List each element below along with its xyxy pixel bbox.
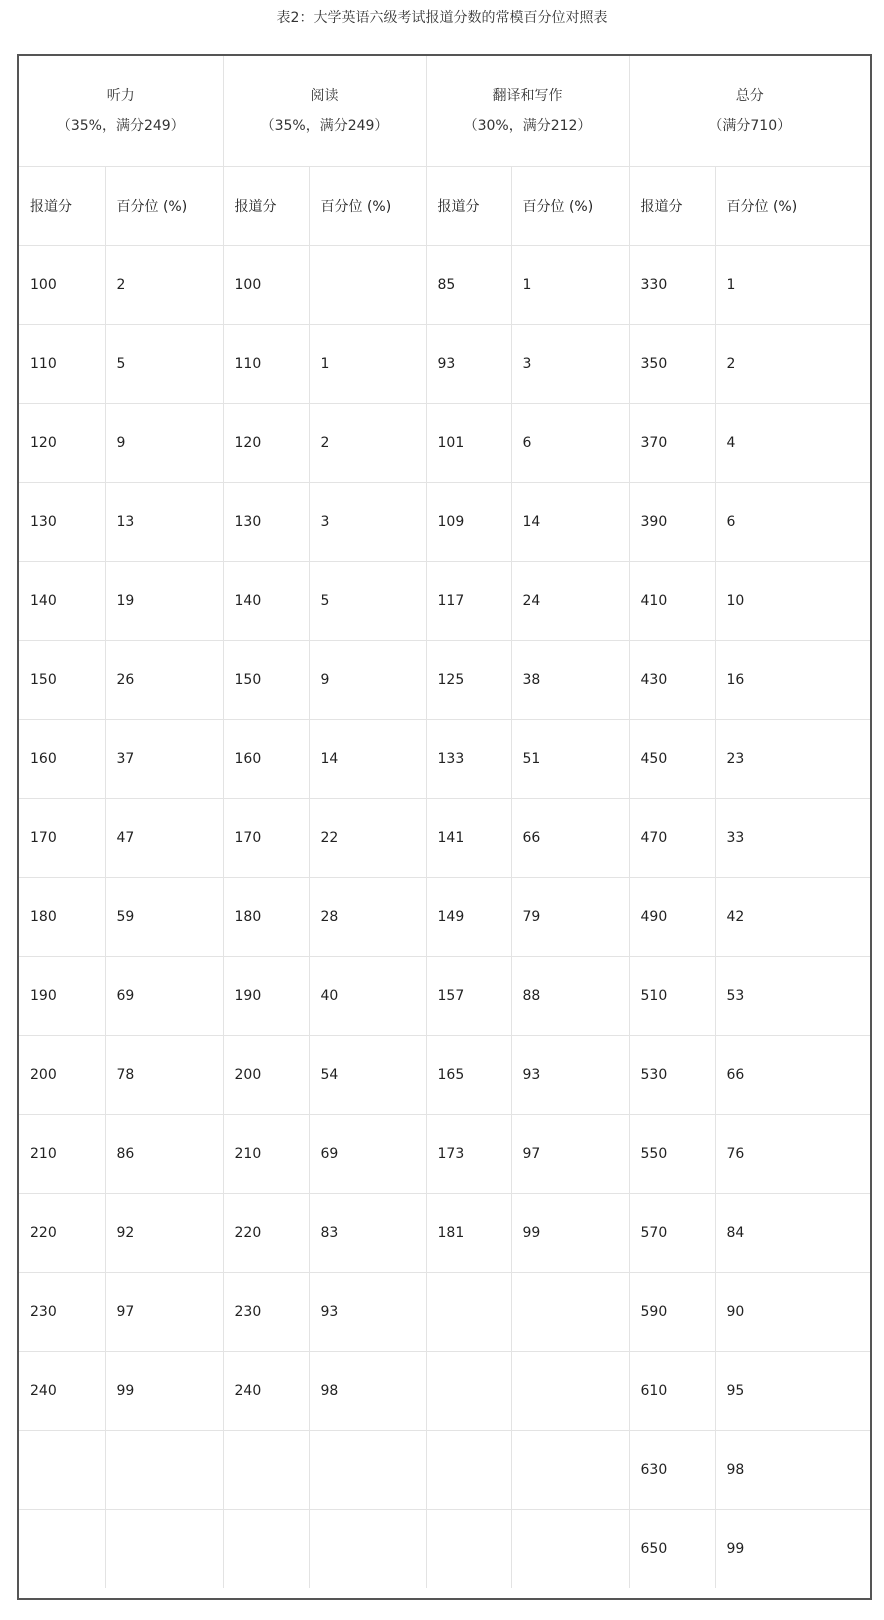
percentile-cell: 1 [715,245,870,324]
table-row [19,403,870,482]
percentile-cell: 5 [309,561,426,640]
reported-score-cell: 125 [426,640,511,719]
group-header-reading [223,56,426,166]
percentile-cell: 2 [105,245,223,324]
reported-score-cell: 100 [223,245,309,324]
table-caption: 表2：大学英语六级考试报道分数的常模百分位对照表 [276,10,608,26]
percentile-cell: 19 [105,561,223,640]
percentile-cell: 99 [105,1351,223,1430]
table-row [19,1430,870,1509]
percentile-cell: 23 [715,719,870,798]
group-weight: （35%，满分249） [260,117,389,134]
percentile-cell: 84 [715,1193,870,1272]
table-row [19,482,870,561]
group-header-total [629,56,870,166]
percentile-cell [309,245,426,324]
reported-score-cell: 650 [629,1509,715,1588]
reported-score-cell: 180 [223,877,309,956]
percentile-cell: 14 [511,482,629,561]
reported-score-cell: 370 [629,403,715,482]
reported-score-cell: 240 [223,1351,309,1430]
percentile-cell: 6 [715,482,870,561]
percentile-cell: 90 [715,1272,870,1351]
group-weight: （满分710） [708,117,792,134]
column-header: 百分位 (%) [511,166,629,245]
reported-score-cell: 141 [426,798,511,877]
reported-score-cell [426,1509,511,1588]
percentile-cell: 26 [105,640,223,719]
percentile-cell: 3 [309,482,426,561]
reported-score-cell: 350 [629,324,715,403]
percentile-cell: 2 [715,324,870,403]
percentile-cell: 1 [511,245,629,324]
reported-score-cell: 133 [426,719,511,798]
reported-score-cell: 220 [19,1193,105,1272]
percentile-cell: 42 [715,877,870,956]
percentile-cell: 51 [511,719,629,798]
percentile-cell: 33 [715,798,870,877]
reported-score-cell: 230 [19,1272,105,1351]
percentile-cell: 9 [105,403,223,482]
table-row [19,324,870,403]
reported-score-cell: 173 [426,1114,511,1193]
table-row [19,245,870,324]
percentile-cell [511,1430,629,1509]
group-name: 翻译和写作 [492,87,563,104]
percentile-cell: 2 [309,403,426,482]
reported-score-cell [426,1272,511,1351]
reported-score-cell: 130 [19,482,105,561]
percentile-cell: 88 [511,956,629,1035]
percentile-cell: 1 [309,324,426,403]
percentile-cell: 13 [105,482,223,561]
reported-score-cell: 210 [19,1114,105,1193]
table-row [19,1193,870,1272]
column-header-row [19,166,870,245]
percentile-cell: 99 [511,1193,629,1272]
reported-score-cell: 570 [629,1193,715,1272]
percentile-cell: 10 [715,561,870,640]
table-row [19,877,870,956]
table-row [19,1351,870,1430]
group-header-translation-writing [426,56,629,166]
reported-score-cell: 120 [223,403,309,482]
table-row [19,956,870,1035]
reported-score-cell [426,1430,511,1509]
column-header: 百分位 (%) [715,166,870,245]
table-row [19,1114,870,1193]
percentile-cell: 78 [105,1035,223,1114]
reported-score-cell: 170 [19,798,105,877]
reported-score-cell: 110 [223,324,309,403]
reported-score-cell [223,1430,309,1509]
reported-score-cell: 210 [223,1114,309,1193]
reported-score-cell: 140 [19,561,105,640]
table-row [19,719,870,798]
reported-score-cell: 610 [629,1351,715,1430]
column-header: 报道分 [19,166,105,245]
percentile-cell: 3 [511,324,629,403]
percentile-cell: 14 [309,719,426,798]
reported-score-cell: 170 [223,798,309,877]
percentile-cell: 95 [715,1351,870,1430]
percentile-cell [105,1509,223,1588]
table-row [19,1272,870,1351]
reported-score-cell: 330 [629,245,715,324]
percentile-cell: 66 [511,798,629,877]
percentile-cell: 97 [511,1114,629,1193]
percentile-cell: 4 [715,403,870,482]
reported-score-cell: 85 [426,245,511,324]
column-header: 百分位 (%) [105,166,223,245]
reported-score-cell: 230 [223,1272,309,1351]
reported-score-cell: 180 [19,877,105,956]
reported-score-cell: 165 [426,1035,511,1114]
table-row [19,1035,870,1114]
reported-score-cell: 190 [19,956,105,1035]
percentile-cell: 83 [309,1193,426,1272]
reported-score-cell: 450 [629,719,715,798]
reported-score-cell: 120 [19,403,105,482]
reported-score-cell: 160 [19,719,105,798]
percentile-cell [511,1351,629,1430]
percentile-cell: 28 [309,877,426,956]
percentile-cell: 86 [105,1114,223,1193]
percentile-cell: 93 [309,1272,426,1351]
table-row [19,798,870,877]
reported-score-cell: 117 [426,561,511,640]
percentile-cell: 22 [309,798,426,877]
percentile-cell: 5 [105,324,223,403]
reported-score-cell: 160 [223,719,309,798]
group-header-row [19,56,870,166]
table-row [19,640,870,719]
reported-score-cell: 200 [19,1035,105,1114]
reported-score-cell: 470 [629,798,715,877]
group-header-listening [19,56,223,166]
percentile-cell: 24 [511,561,629,640]
reported-score-cell: 110 [19,324,105,403]
reported-score-cell [19,1509,105,1588]
group-name: 总分 [735,87,764,104]
table-row [19,1509,870,1588]
percentile-cell [511,1509,629,1588]
reported-score-cell: 101 [426,403,511,482]
reported-score-cell: 150 [223,640,309,719]
reported-score-cell: 430 [629,640,715,719]
percentile-cell: 38 [511,640,629,719]
percentile-cell: 93 [511,1035,629,1114]
percentile-cell: 6 [511,403,629,482]
group-name: 阅读 [310,87,339,104]
reported-score-cell: 630 [629,1430,715,1509]
percentile-cell: 37 [105,719,223,798]
column-header: 百分位 (%) [309,166,426,245]
percentile-cell [511,1272,629,1351]
reported-score-cell: 490 [629,877,715,956]
group-name: 听力 [106,87,135,104]
percentile-cell: 99 [715,1509,870,1588]
reported-score-cell [223,1509,309,1588]
percentile-cell: 66 [715,1035,870,1114]
reported-score-cell: 390 [629,482,715,561]
reported-score-cell: 149 [426,877,511,956]
reported-score-cell: 590 [629,1272,715,1351]
reported-score-cell: 130 [223,482,309,561]
group-weight: （35%，满分249） [56,117,185,134]
reported-score-cell: 93 [426,324,511,403]
percentile-cell: 40 [309,956,426,1035]
reported-score-cell: 510 [629,956,715,1035]
percentile-cell: 98 [309,1351,426,1430]
percentile-cell: 98 [715,1430,870,1509]
reported-score-cell: 100 [19,245,105,324]
reported-score-cell [19,1430,105,1509]
percentile-cell: 92 [105,1193,223,1272]
reported-score-cell: 410 [629,561,715,640]
reported-score-cell: 550 [629,1114,715,1193]
percentile-cell: 16 [715,640,870,719]
reported-score-cell: 200 [223,1035,309,1114]
reported-score-cell: 220 [223,1193,309,1272]
column-header: 报道分 [426,166,511,245]
percentile-cell: 79 [511,877,629,956]
percentile-cell: 9 [309,640,426,719]
reported-score-cell: 109 [426,482,511,561]
column-header: 报道分 [629,166,715,245]
percentile-cell: 97 [105,1272,223,1351]
group-weight: （30%，满分212） [463,117,592,134]
percentile-table-container [17,54,872,1600]
reported-score-cell: 530 [629,1035,715,1114]
percentile-cell: 69 [105,956,223,1035]
reported-score-cell [426,1351,511,1430]
percentile-cell [309,1509,426,1588]
percentile-cell: 59 [105,877,223,956]
percentile-cell: 53 [715,956,870,1035]
reported-score-cell: 150 [19,640,105,719]
reported-score-cell: 157 [426,956,511,1035]
column-header: 报道分 [223,166,309,245]
reported-score-cell: 190 [223,956,309,1035]
percentile-cell: 69 [309,1114,426,1193]
reported-score-cell: 140 [223,561,309,640]
percentile-cell: 76 [715,1114,870,1193]
percentile-cell: 54 [309,1035,426,1114]
percentile-cell [105,1430,223,1509]
percentile-table [19,56,870,1588]
reported-score-cell: 240 [19,1351,105,1430]
reported-score-cell: 181 [426,1193,511,1272]
percentile-cell [309,1430,426,1509]
table-row [19,561,870,640]
percentile-cell: 47 [105,798,223,877]
